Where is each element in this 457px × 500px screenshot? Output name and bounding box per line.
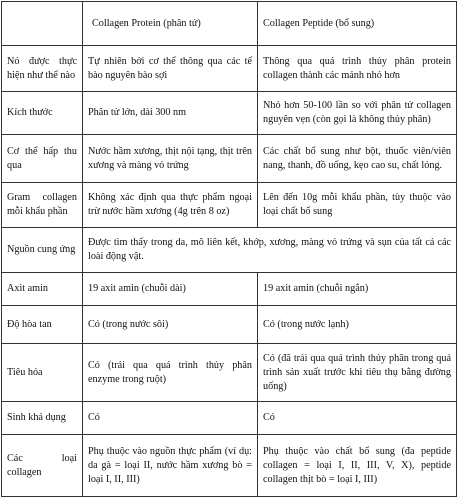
table-row [2,92,457,135]
table-row [2,306,457,344]
row-label: Nó được thực hiện như thế nào [2,46,83,92]
header-collagen-peptide: Collagen Peptide (bổ sung) [258,2,457,46]
row-label: Cơ thể hấp thu qua [2,135,83,183]
protein-cell: Phân tử lớn, dài 300 nm [83,92,258,135]
peptide-cell: 19 axit amin (chuỗi ngắn) [258,273,457,306]
peptide-cell: Các chất bổ sung như bột, thuốc viên/viên nang, thanh, đồ uống, kẹo cao su, chất lỏng. [258,135,457,183]
table-row [2,46,457,92]
table-row [2,228,457,273]
merged-cell: Được tìm thấy trong da, mô liên kết, khớp, xương, màng vỏ trứng và sụn của tất cả các loài động vật. [83,228,457,273]
row-label: Axit amin [2,273,83,306]
row-label: Tiêu hóa [2,344,83,402]
peptide-cell: Có [258,402,457,435]
peptide-cell: Lên đến 10g mỗi khẩu phần, tùy thuộc vào loại chất bổ sung [258,183,457,228]
table-row [2,344,457,402]
protein-cell: Có (trong nước sôi) [83,306,258,344]
table-row [2,273,457,306]
protein-cell: Có (trải qua quá trình thủy phân enzyme trong ruột) [83,344,258,402]
table-row [2,435,457,497]
row-label: Độ hòa tan [2,306,83,344]
row-label: Nguồn cung ứng [2,228,83,273]
header-row [2,2,457,46]
row-label: Sinh khả dụng [2,402,83,435]
row-label: Gram collagen mỗi khẩu phần [2,183,83,228]
header-collagen-protein: Collagen Protein (phân tử) [83,2,258,46]
table-row [2,402,457,435]
peptide-cell: Phụ thuộc vào chất bổ sung (đa peptide collagen = loại I, II, III, V, X), peptide collagen thịt bò = loại I, III) [258,435,457,497]
comparison-table [1,1,457,497]
row-label: Các loại collagen [2,435,83,497]
row-label: Kích thước [2,92,83,135]
peptide-cell: Có (trong nước lạnh) [258,306,457,344]
header-corner-cell [2,2,83,46]
peptide-cell: Nhỏ hơn 50-100 lần so với phân tử collagen nguyên vẹn (còn gọi là không thủy phân) [258,92,457,135]
peptide-cell: Thông qua quá trình thủy phân protein collagen thành các mảnh nhỏ hơn [258,46,457,92]
protein-cell: Phụ thuộc vào nguồn thực phẩm (ví dụ: da gà = loại II, nước hầm xương bò = loại I, II, III) [83,435,258,497]
table-row [2,135,457,183]
protein-cell: Có [83,402,258,435]
protein-cell: Tự nhiên bởi cơ thể thông qua các tế bào nguyên bào sợi [83,46,258,92]
protein-cell: Không xác định qua thực phẩm ngoại trừ nước hầm xương (4g trên 8 oz) [83,183,258,228]
protein-cell: Nước hầm xương, thịt nội tạng, thịt trên xương và màng vỏ trứng [83,135,258,183]
peptide-cell: Có (đã trải qua quá trình thủy phân trong quá trình sản xuất trước khi tiêu thụ bằng đường uống) [258,344,457,402]
table-row [2,183,457,228]
protein-cell: 19 axit amin (chuỗi dài) [83,273,258,306]
